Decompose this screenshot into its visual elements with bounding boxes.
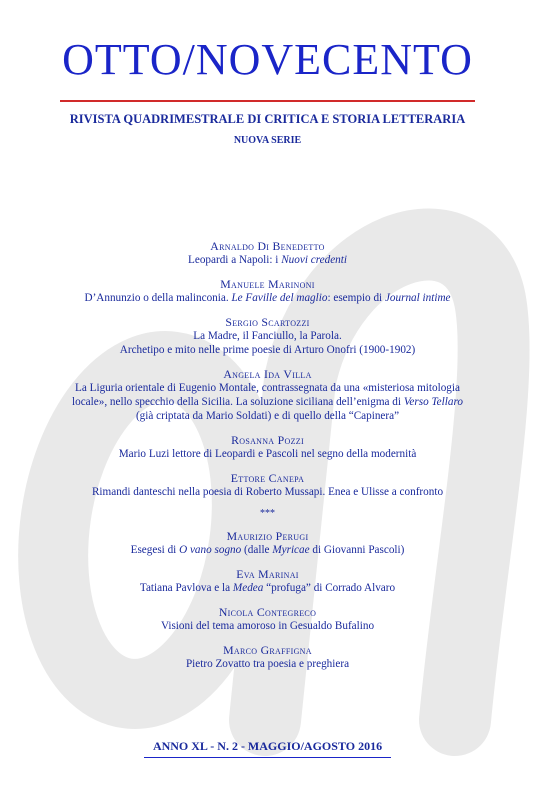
article-title-line bbox=[40, 395, 495, 409]
toc-entry bbox=[40, 433, 495, 461]
article-author: Eva Marinai bbox=[236, 567, 299, 581]
title-segment: Esegesi di bbox=[130, 544, 180, 556]
italic-title-segment: Nuovi credenti bbox=[281, 254, 347, 266]
title-segment: La Madre, il Fanciullo, la Parola. bbox=[193, 330, 342, 342]
title-divider bbox=[60, 100, 475, 102]
article-title-line bbox=[40, 343, 495, 357]
title-segment: : esempio di bbox=[327, 292, 385, 304]
title-segment: Mario Luzi lettore di Leopardi e Pascoli nel segno della modernità bbox=[118, 448, 417, 460]
title-segment: Archetipo e mito nelle prime poesie di Arturo Onofri (1900-1902) bbox=[119, 344, 416, 356]
toc-entry bbox=[40, 567, 495, 595]
italic-title-segment: Medea bbox=[232, 582, 264, 594]
italic-title-segment: Journal intime bbox=[384, 292, 451, 304]
article-title-line bbox=[40, 253, 495, 267]
footer-divider bbox=[144, 757, 391, 758]
article-title-line bbox=[40, 581, 495, 595]
article-title-line bbox=[40, 657, 495, 671]
article-title-line bbox=[40, 543, 495, 557]
toc-entry bbox=[40, 367, 495, 423]
article-title-line bbox=[40, 447, 495, 461]
title-segment: Leopardi a Napoli: i bbox=[188, 254, 282, 266]
title-segment: (dalle bbox=[241, 544, 273, 556]
italic-title-segment: Le Faville del maglio bbox=[231, 292, 328, 304]
title-segment: (già criptata da Mario Soldati) e di quello della “Capinera” bbox=[135, 410, 400, 422]
toc-entry bbox=[40, 239, 495, 267]
italic-title-segment: Verso Tellaro bbox=[403, 396, 463, 408]
italic-title-segment: Myricae bbox=[272, 544, 310, 556]
title-segment: di Giovanni Pascoli) bbox=[309, 544, 405, 556]
title-segment: D’Annunzio o della malinconia. bbox=[84, 292, 232, 304]
article-author: Manuele Marinoni bbox=[220, 277, 315, 291]
article-title-line bbox=[40, 381, 495, 395]
table-of-contents bbox=[40, 239, 495, 681]
article-author: Arnaldo Di Benedetto bbox=[210, 239, 325, 253]
toc-entry bbox=[40, 471, 495, 499]
article-author: Ettore Canepa bbox=[230, 471, 305, 485]
toc-entry bbox=[40, 529, 495, 557]
article-title-line bbox=[40, 329, 495, 343]
toc-entry bbox=[40, 315, 495, 357]
article-title-line bbox=[40, 291, 495, 305]
article-author: Maurizio Perugi bbox=[226, 529, 309, 543]
title-segment: Rimandi danteschi nella poesia di Roberto Mussapi. Enea e Ulisse a confronto bbox=[91, 486, 444, 498]
section-separator: *** bbox=[260, 508, 275, 519]
title-segment: Tatiana Pavlova e la bbox=[139, 582, 233, 594]
title-segment: locale», nello specchio della Sicilia. La soluzione siciliana dell’enigma di bbox=[72, 396, 404, 408]
journal-title: OTTO/NOVECENTO bbox=[62, 35, 473, 84]
toc-entry bbox=[40, 277, 495, 305]
article-author: Sergio Scartozzi bbox=[225, 315, 310, 329]
article-author: Nicola Contegreco bbox=[218, 605, 317, 619]
title-segment: La Liguria orientale di Eugenio Montale, contrassegnata da una «misteriosa mitologia bbox=[75, 382, 460, 394]
toc-entry bbox=[40, 605, 495, 633]
article-author: Marco Graffigna bbox=[223, 643, 312, 657]
series-label: NUOVA SERIE bbox=[233, 135, 302, 146]
title-segment: Pietro Zovatto tra poesia e preghiera bbox=[185, 658, 350, 670]
issue-info: ANNO XL - N. 2 - MAGGIO/AGOSTO 2016 bbox=[152, 739, 383, 753]
article-author: Rosanna Pozzi bbox=[231, 433, 304, 447]
title-segment: Visioni del tema amoroso in Gesualdo Bufalino bbox=[160, 620, 375, 632]
toc-entry bbox=[40, 643, 495, 671]
journal-subtitle: RIVISTA QUADRIMESTRALE DI CRITICA E STORIA LETTERARIA bbox=[69, 112, 466, 126]
article-title-line bbox=[40, 619, 495, 633]
title-segment: “profuga” di Corrado Alvaro bbox=[263, 582, 396, 594]
article-title-line bbox=[40, 485, 495, 499]
italic-title-segment: O vano sogno bbox=[179, 544, 242, 556]
article-author: Angela Ida Villa bbox=[223, 367, 312, 381]
article-title-line bbox=[40, 409, 495, 423]
